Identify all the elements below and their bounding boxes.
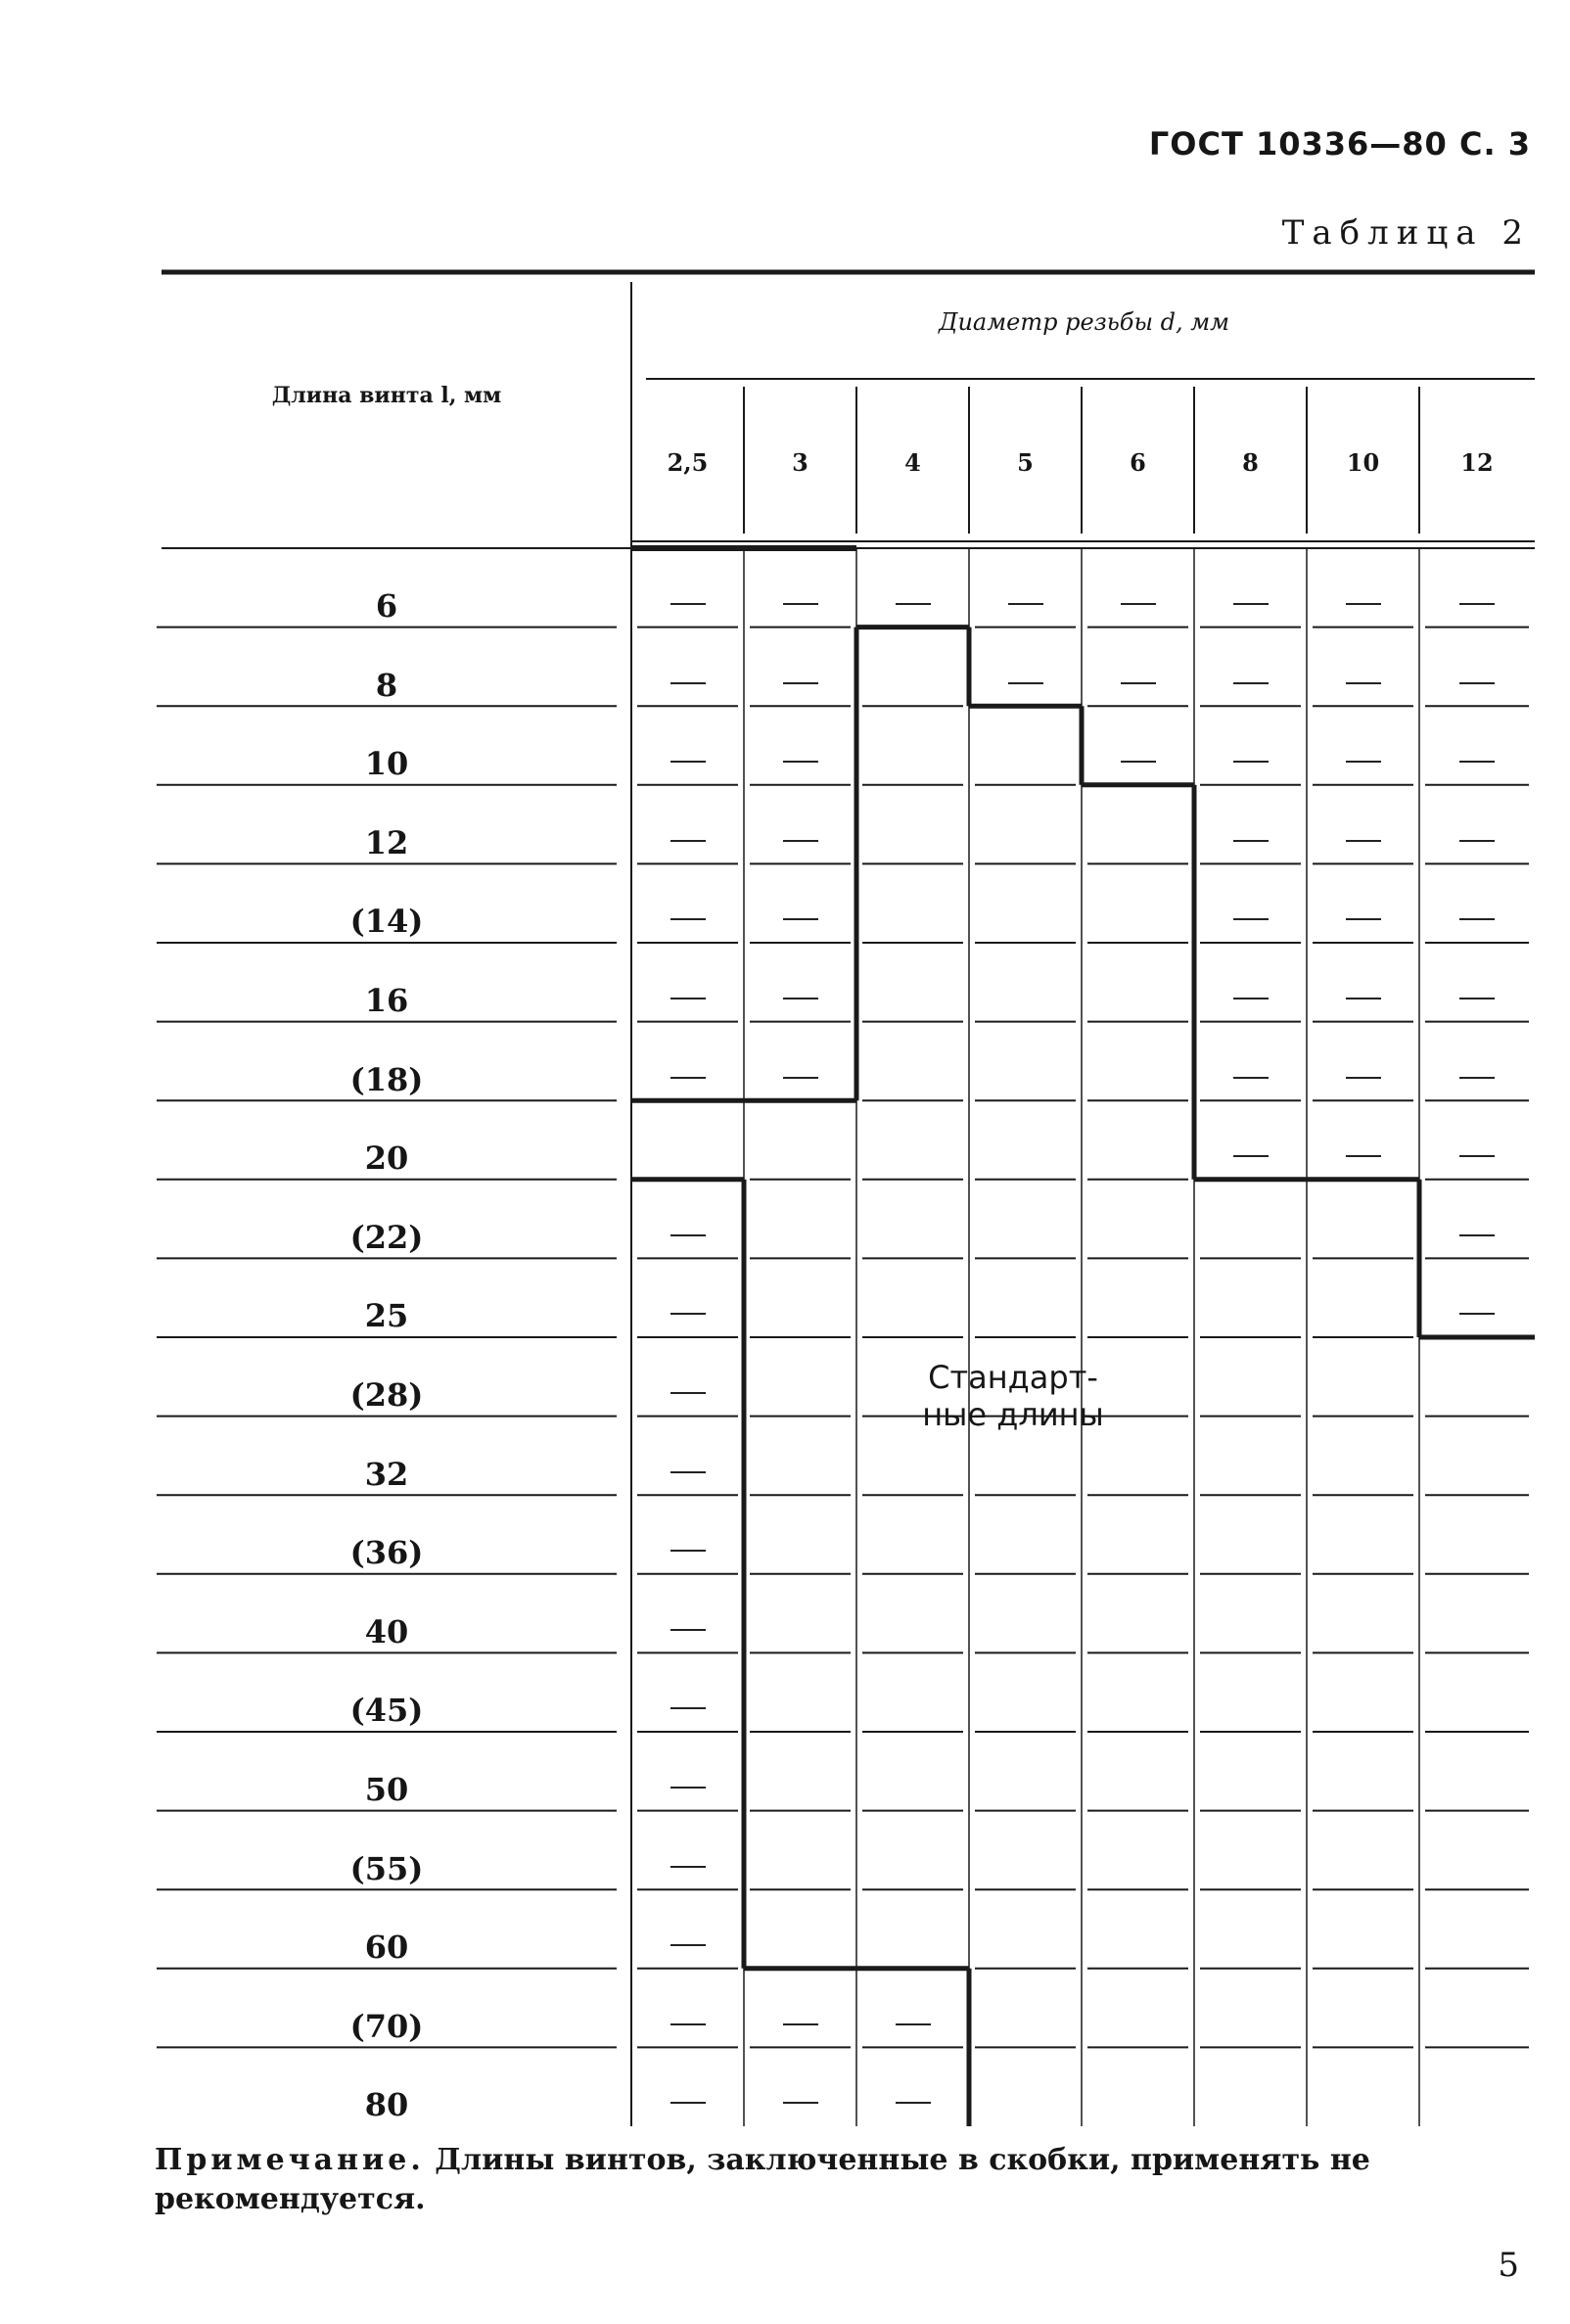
length-value: 60	[364, 1929, 409, 1967]
length-value: (55)	[349, 1849, 424, 1887]
length-value: 10	[364, 745, 409, 783]
not-standard-dash	[670, 1707, 706, 1709]
page-number: 5	[1498, 2246, 1519, 2285]
not-standard-dash	[670, 682, 706, 684]
diameter-header: 5	[1017, 448, 1034, 477]
not-standard-dash	[1346, 840, 1381, 842]
diameter-header: 12	[1460, 448, 1494, 477]
not-standard-dash	[670, 2102, 706, 2104]
length-value: (28)	[349, 1376, 424, 1414]
note-lead: Примечание.	[155, 2143, 425, 2177]
not-standard-dash	[670, 1550, 706, 1552]
not-standard-dash	[783, 761, 818, 763]
not-standard-dash	[1346, 761, 1381, 763]
not-standard-dash	[783, 840, 818, 842]
row-header: Длина винта l, мм	[271, 383, 502, 408]
length-value: 12	[364, 823, 409, 861]
not-standard-dash	[1233, 840, 1269, 842]
diameter-header: 10	[1346, 448, 1380, 477]
not-standard-dash	[1346, 682, 1381, 684]
note-text: Длины винтов, заключенные в скобки, применять не рекомендуется.	[155, 2143, 1370, 2216]
not-standard-dash	[1459, 998, 1495, 999]
not-standard-dash	[670, 2023, 706, 2025]
not-standard-dash	[670, 761, 706, 763]
not-standard-dash	[670, 603, 706, 605]
not-standard-dash	[670, 840, 706, 842]
standard-lengths-label: Стандарт- ные длины	[922, 1359, 1104, 1433]
length-value: 20	[364, 1139, 409, 1178]
not-standard-dash	[670, 1944, 706, 1946]
not-standard-dash	[670, 1392, 706, 1394]
not-standard-dash	[1459, 603, 1495, 605]
not-standard-dash	[670, 918, 706, 920]
diameter-header: 6	[1130, 448, 1146, 477]
not-standard-dash	[1459, 1313, 1495, 1315]
length-value: (14)	[349, 903, 424, 941]
length-value: (18)	[349, 1060, 424, 1098]
not-standard-dash	[1459, 1234, 1495, 1236]
not-standard-dash	[1459, 682, 1495, 684]
document-header: ГОСТ 10336—80 С. 3	[1148, 125, 1531, 163]
column-header: Диаметр резьбы d, мм	[938, 308, 1230, 336]
not-standard-dash	[783, 2023, 818, 2025]
not-standard-dash	[670, 1787, 706, 1789]
not-standard-dash	[670, 1313, 706, 1315]
length-value: 8	[375, 666, 398, 704]
not-standard-dash	[1233, 918, 1269, 920]
not-standard-dash	[1459, 840, 1495, 842]
not-standard-dash	[1008, 603, 1043, 605]
length-value: (22)	[349, 1218, 424, 1256]
not-standard-dash	[670, 1866, 706, 1868]
length-value: 50	[364, 1771, 409, 1808]
length-value: 16	[364, 982, 409, 1019]
not-standard-dash	[670, 1629, 706, 1631]
not-standard-dash	[1459, 761, 1495, 763]
diameter-header: 3	[792, 448, 808, 477]
not-standard-dash	[1233, 603, 1269, 605]
not-standard-dash	[1346, 603, 1381, 605]
not-standard-dash	[783, 998, 818, 999]
not-standard-dash	[670, 1077, 706, 1079]
not-standard-dash	[1121, 603, 1156, 605]
not-standard-dash	[783, 1077, 818, 1079]
not-standard-dash	[670, 1471, 706, 1473]
length-value: 40	[364, 1612, 409, 1650]
not-standard-dash	[670, 1234, 706, 1236]
not-standard-dash	[1233, 1155, 1269, 1157]
not-standard-dash	[783, 603, 818, 605]
not-standard-dash	[1121, 761, 1156, 763]
not-standard-dash	[1346, 1155, 1381, 1157]
not-standard-dash	[1233, 761, 1269, 763]
not-standard-dash	[1008, 682, 1043, 684]
not-standard-dash	[783, 682, 818, 684]
not-standard-dash	[1459, 1155, 1495, 1157]
not-standard-dash	[896, 2102, 931, 2104]
not-standard-dash	[1346, 998, 1381, 999]
diameter-header: 8	[1242, 448, 1259, 477]
length-value: 32	[364, 1455, 409, 1493]
not-standard-dash	[1233, 998, 1269, 999]
not-standard-dash	[1459, 1077, 1495, 1079]
not-standard-dash	[670, 998, 706, 999]
length-value: 25	[364, 1297, 409, 1335]
not-standard-dash	[896, 2023, 931, 2025]
not-standard-dash	[1121, 682, 1156, 684]
length-value: (36)	[349, 1534, 424, 1572]
not-standard-dash	[1346, 1077, 1381, 1079]
not-standard-dash	[1459, 918, 1495, 920]
not-standard-dash	[783, 918, 818, 920]
not-standard-dash	[1233, 682, 1269, 684]
length-value: 80	[364, 2086, 409, 2124]
diameter-header: 2,5	[667, 448, 709, 477]
not-standard-dash	[1346, 918, 1381, 920]
not-standard-dash	[783, 2102, 818, 2104]
length-value: (45)	[349, 1692, 424, 1730]
not-standard-dash	[1233, 1077, 1269, 1079]
length-value: (70)	[349, 2007, 424, 2045]
not-standard-dash	[896, 603, 931, 605]
note	[155, 2141, 1501, 2219]
diameter-header: 4	[904, 448, 921, 477]
length-value: 6	[375, 587, 398, 625]
table-caption: Таблица 2	[1281, 213, 1531, 253]
